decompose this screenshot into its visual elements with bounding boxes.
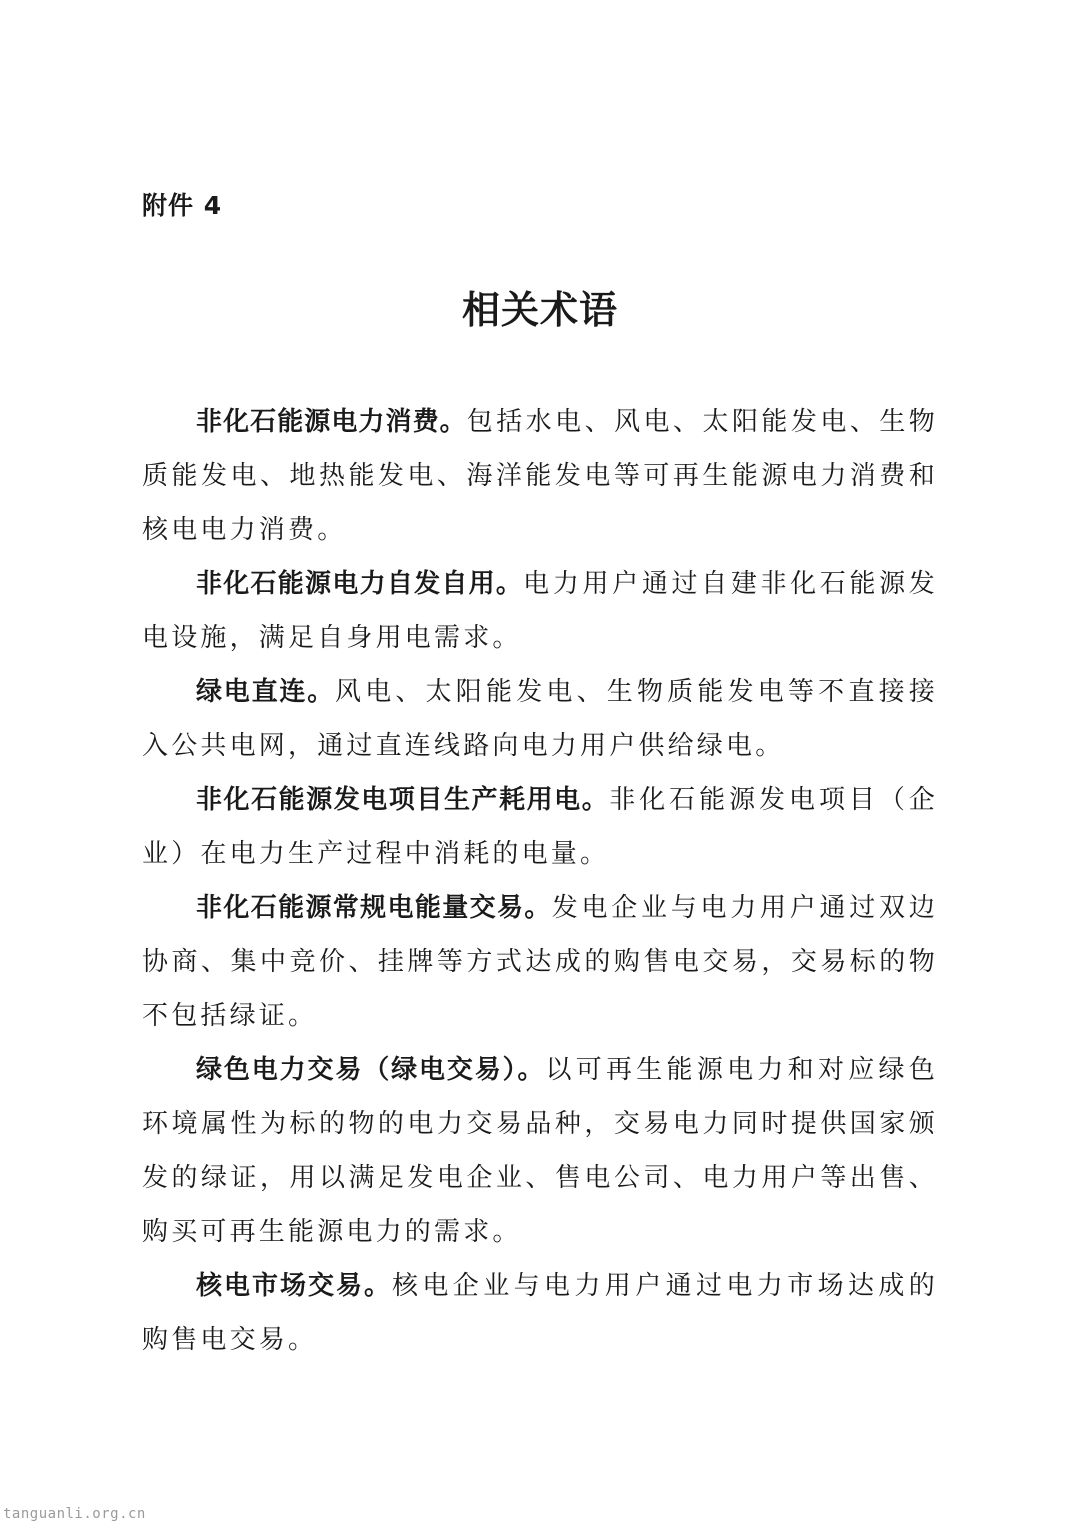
term-name: 非化石能源发电项目生产耗用电。 (196, 785, 610, 815)
term-name: 非化石能源常规电能量交易。 (196, 893, 552, 923)
attachment-label: 附件 4 (142, 191, 223, 220)
term-entry (142, 1043, 938, 1259)
term-definition: 电力用户通过自建非化石能源发电设施，满足自身用电需求。 (142, 569, 938, 653)
term-name: 核电市场交易。 (196, 1271, 392, 1301)
term-definition: 非化石能源发电项目（企业）在电力生产过程中消耗的电量。 (142, 785, 938, 869)
term-definition: 核电企业与电力用户通过电力市场达成的购售电交易。 (142, 1271, 938, 1355)
term-name: 非化石能源电力消费。 (196, 407, 467, 437)
term-definition: 风电、太阳能发电、生物质能发电等不直接接入公共电网，通过直连线路向电力用户供给绿电。 (142, 677, 938, 761)
term-name: 非化石能源电力自发自用。 (196, 569, 524, 599)
terms-list (142, 395, 938, 1367)
term-entry (142, 773, 938, 881)
term-entry (142, 557, 938, 665)
watermark-url: tanguanli.org.cn (3, 1506, 146, 1522)
term-entry (142, 881, 938, 1043)
term-definition: 发电企业与电力用户通过双边协商、集中竞价、挂牌等方式达成的购售电交易，交易标的物不包括绿证。 (142, 893, 939, 1031)
term-definition: 包括水电、风电、太阳能发电、生物质能发电、地热能发电、海洋能发电等可再生能源电力消费和核电电力消费。 (142, 407, 938, 545)
term-definition: 以可再生能源电力和对应绿色环境属性为标的物的电力交易品种，交易电力同时提供国家颁发的绿证，用以满足发电企业、售电公司、电力用户等出售、购买可再生能源电力的需求。 (142, 1055, 938, 1247)
document-title: 相关术语 (461, 287, 618, 332)
term-name: 绿电直连。 (196, 677, 335, 707)
term-name: 绿色电力交易（绿电交易）。 (196, 1055, 546, 1085)
term-entry (142, 1259, 938, 1367)
term-entry (142, 395, 938, 557)
term-entry (142, 665, 938, 773)
